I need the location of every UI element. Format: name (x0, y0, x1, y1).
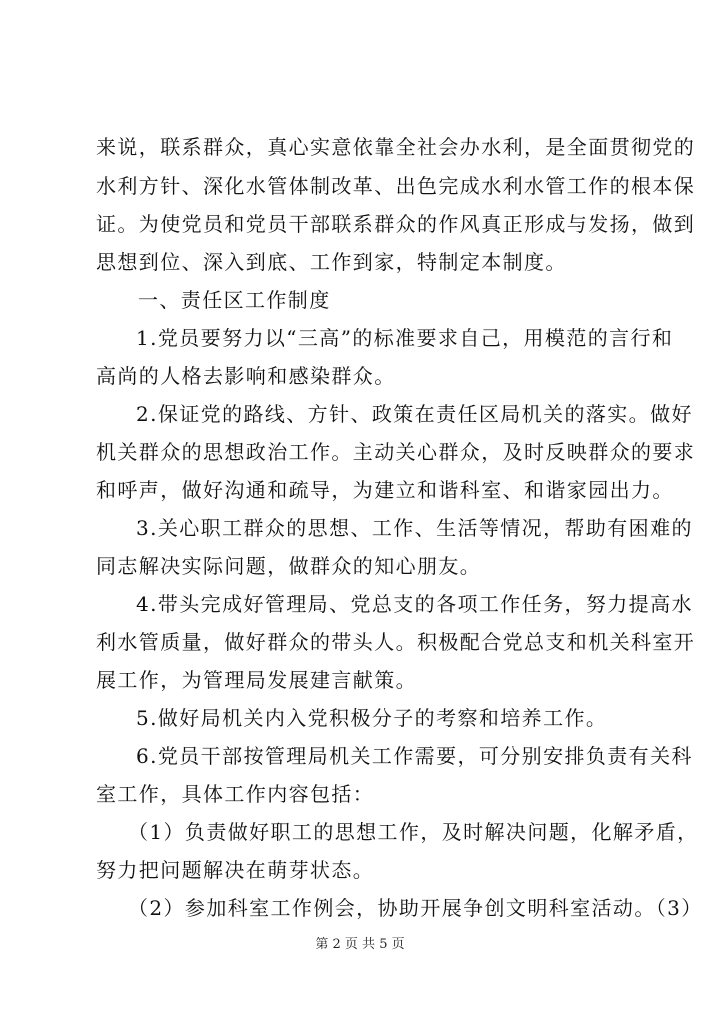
body-text-line: 6.党员干部按管理局机关工作需要，可分别安排负责有关科 (136, 744, 693, 768)
body-text-line: 展工作，为管理局发展建言献策。 (96, 668, 417, 692)
body-text-line: 高尚的人格去影响和感染群众。 (96, 364, 396, 388)
body-text-line: 同志解决实际问题，做群众的知心朋友。 (96, 554, 482, 578)
body-text-line: 机关群众的思想政治工作。主动关心群众，及时反映群众的要求 (96, 440, 696, 464)
section-heading: 一、责任区工作制度 (138, 288, 331, 312)
body-text-line: 4.带头完成好管理局、党总支的各项工作任务，努力提高水 (136, 592, 693, 616)
body-text-line: 和呼声，做好沟通和疏导，为建立和谐科室、和谐家园出力。 (96, 478, 674, 502)
body-text-line: 3.关心职工群众的思想、工作、生活等情况，帮助有困难的 (136, 516, 693, 540)
body-text-line: 努力把问题解决在萌芽状态。 (96, 858, 375, 882)
body-text-line: 思想到位、深入到底、工作到家，特制定本制度。 (96, 250, 567, 274)
body-text-line: 利水管质量，做好群众的带头人。积极配合党总支和机关科室开 (96, 630, 696, 654)
body-text-line: 来说，联系群众，真心实意依靠全社会办水利，是全面贯彻党的 (96, 135, 696, 159)
page-number: 第 2 页 共 5 页 (315, 937, 405, 952)
body-text-line: （1）负责做好职工的思想工作，及时解决问题，化解矛盾， (128, 820, 699, 844)
body-text-line: 水利方针、深化水管体制改革、出色完成水利水管工作的根本保 (96, 174, 696, 198)
body-text-line: 证。为使党员和党员干部联系群众的作风真正形成与发扬，做到 (96, 212, 696, 236)
body-text-line: 5.做好局机关内入党积极分子的考察和培养工作。 (136, 706, 608, 730)
body-text-line: （2）参加科室工作例会，协助开展争创文明科室活动。（3） (128, 896, 703, 920)
body-text-line: 2.保证党的路线、方针、政策在责任区局机关的落实。做好 (136, 402, 693, 426)
body-text-line: 室工作，具体工作内容包括： (96, 782, 375, 806)
body-text-line: 1.党员要努力以“三高”的标准要求自己，用模范的言行和 (136, 326, 674, 350)
